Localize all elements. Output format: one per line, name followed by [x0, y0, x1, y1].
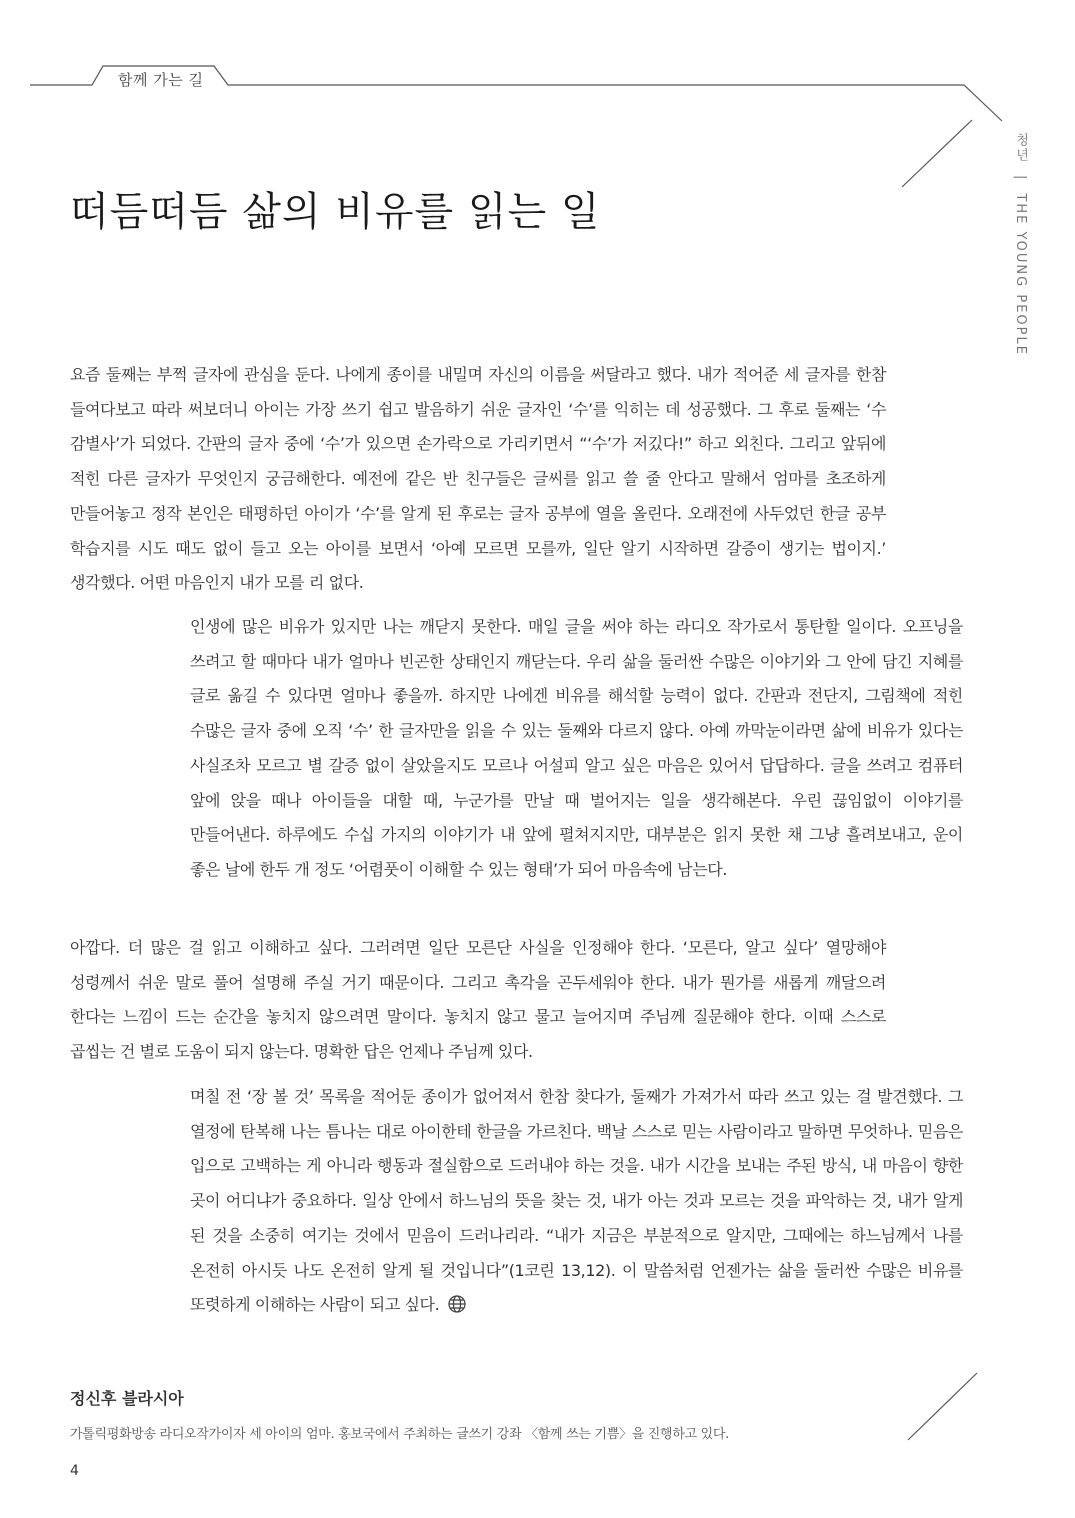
author-name: 정신후 블라시아 [70, 1389, 184, 1408]
paragraph-1: 요즘 둘째는 부쩍 글자에 관심을 둔다. 나에게 종이를 내밀며 자신의 이름을 써달라고 했다. 내가 적어준 세 글자를 한참 들여다보고 따라 써보더니 아이는 가장 쓰기 쉽고 발음하기 쉬운 글자인 ‘수’를 익히는 데 성공했다. 그 후로 둘째는 ‘수 감별사’가 되었다. 간판의 글자 중에 ‘수’가 있으면 손가락으로 가리키면서 “‘수’가 저깄다!” 하고 외친다. 그리고 앞뒤에 적힌 다른 글자가 무엇인지 궁금해한다. 예전에 같은 반 친구들은 글씨를 읽고 쓸 줄 안다고 말해서 엄마를 초조하게 만들어놓고 정작 본인은 태평하던 아이가 ‘수’를 알게 된 후로는 글자 공부에 열을 올린다. 오래전에 사두었던 한글 공부 학습지를 시도 때도 없이 들고 오는 아이를 보면서 ‘아예 모르면 모를까, 일단 알기 시작하면 갈증이 생기는 법이지.’ 생각했다. 어떤 마음인지 내가 모를 리 없다. [70, 365, 886, 593]
side-label [1011, 133, 1030, 356]
slash-top-right [902, 120, 972, 187]
side-label-korean: 청년 [1013, 133, 1028, 163]
globe-end-mark-icon [447, 1294, 467, 1314]
paragraph-4-text: 며칠 전 ‘장 볼 것’ 목록을 적어둔 종이가 없어져서 한참 찾다가, 둘째가 가져가서 따라 쓰고 있는 걸 발견했다. 그 열정에 탄복해 나는 틈나는 대로 아이한테 한글을 가르친다. 백날 스스로 믿는 사람이라고 말하면 무엇하나. 믿음은 입으로 고백하는 게 아니라 행동과 절실함으로 드러내야 하는 것을. 내가 시간을 보내는 주된 방식, 내 마음이 향한 곳이 어디냐가 중요하다. 일상 안에서 하느님의 뜻을 찾는 것, 내가 아는 것과 모르는 것을 파악하는 것, 내가 알게 된 것을 소중히 여기는 것에서 믿음이 드러나리라. “내가 지금은 부분적으로 알지만, 그때에는 하느님께서 나를 온전히 아시듯 나도 온전히 알게 될 것입니다”(1코린 13,12). 이 말씀처럼 언젠가는 삶을 둘러싼 수많은 비유를 또렷하게 이해하는 사람이 되고 싶다. [190, 1087, 963, 1315]
paragraph-3: 아깝다. 더 많은 걸 읽고 이해하고 싶다. 그러려면 일단 모른단 사실을 인정해야 한다. ‘모른다, 알고 싶다’ 열망해야 성령께서 쉬운 말로 풀어 설명해 주실 거기 때문이다. 그리고 촉각을 곤두세워야 한다. 내가 뭔가를 새롭게 깨달으려 한다는 느낌이 드는 순간을 놓치지 않으려면 말이다. 놓치지 않고 물고 늘어지며 주님께 질문해야 한다. 이때 스스로 곱씹는 건 별로 도움이 되지 않는다. 명확한 답은 언제나 주님께 있다. [70, 938, 886, 1062]
slash-bottom-right [908, 1373, 977, 1440]
article-title: 떠듬떠듬 삶의 비유를 읽는 일 [70, 189, 601, 235]
side-label-english: THE YOUNG PEOPLE [1013, 193, 1028, 356]
page-number: 4 [70, 1463, 79, 1479]
side-label-separator: | [1013, 175, 1028, 182]
paragraph-2-indented: 인생에 많은 비유가 있지만 나는 깨닫지 못한다. 매일 글을 써야 하는 라디오 작가로서 통탄할 일이다. 오프닝을 쓰려고 할 때마다 내가 얼마나 빈곤한 상태인지 깨닫는다. 우리 삶을 둘러싼 수많은 이야기와 그 안에 담긴 지혜를 글로 옮길 수 있다면 얼마나 좋을까. 하지만 나에겐 비유를 해석할 능력이 없다. 간판과 전단지, 그림책에 적힌 수많은 글자 중에 오직 ‘수’ 한 글자만을 읽을 수 있는 둘째와 다르지 않다. 아예 까막눈이라면 삶에 비유가 있다는 사실조차 모르고 별 갈증 없이 살았을지도 모르나 어설피 알고 싶은 마음은 있어서 답답하다. 글을 쓰려고 컴퓨터 앞에 앉을 때나 아이들을 대할 때, 누군가를 만날 때 벌어지는 일을 생각해본다. 우린 끊임없이 이야기를 만들어낸다. 하루에도 수십 가지의 이야기가 내 앞에 펼쳐지지만, 대부분은 읽지 못한 채 그냥 흘려보내고, 운이 좋은 날에 한두 개 정도 ‘어렴풋이 이해할 수 있는 형태’가 되어 마음속에 남는다. [190, 617, 963, 879]
paragraph-4-indented [190, 1080, 963, 1323]
author-bio: 가톨릭평화방송 라디오작가이자 세 아이의 엄마. 홍보국에서 주최하는 글쓰기 강좌 〈함께 쓰는 기쁨〉을 진행하고 있다. [70, 1427, 730, 1442]
section-label: 함께 가는 길 [118, 71, 204, 89]
